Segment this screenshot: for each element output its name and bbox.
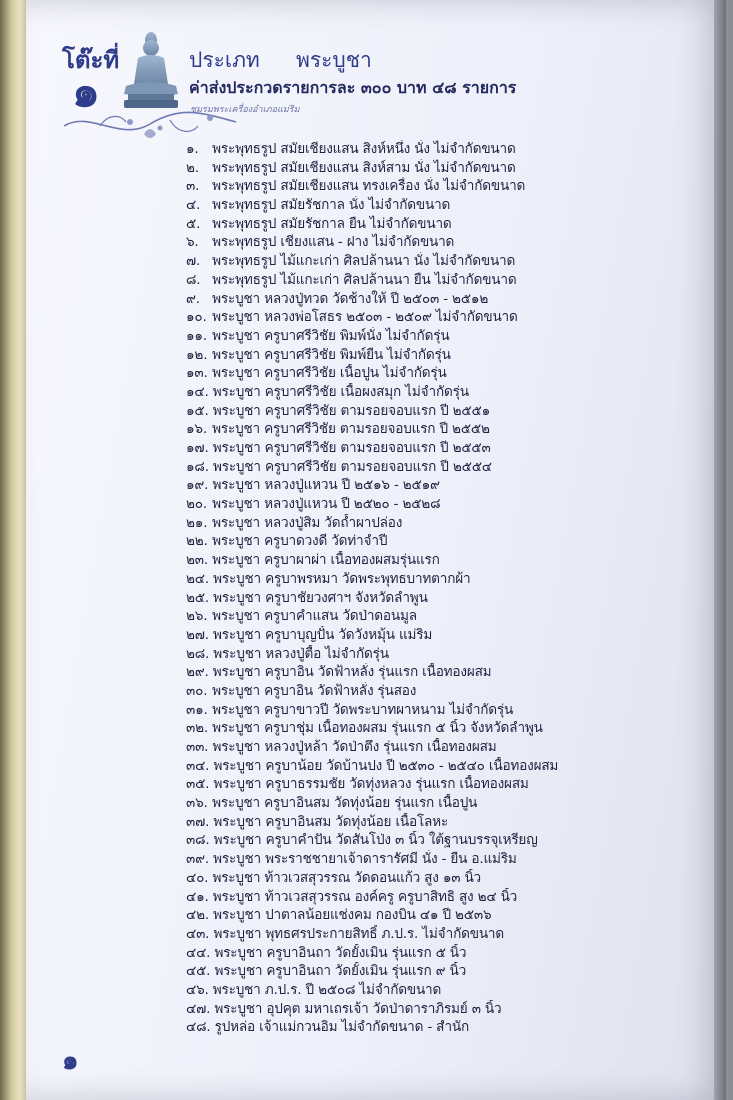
list-item-text: พระบูชา ครูบาอินถา วัดยั้งเมิน รุ่นแรก ๙ นิ้ว (214, 963, 467, 980)
list-item (186, 327, 666, 346)
list-item (186, 308, 666, 327)
list-item-number: ๔๒. (186, 907, 209, 924)
list-item-text: พระบูชา หลวงปู่สิม วัดถ้ำผาปล่อง (212, 514, 403, 531)
list-item (186, 383, 666, 402)
list-item-text: พระบูชา ครูบาคำแสน วัดป่าดอนมูล (212, 608, 417, 625)
list-item (186, 177, 666, 196)
list-item (186, 738, 666, 757)
list-item-text: พระบูชา ครูบาอินถา วัดยั้งเมิน รุ่นแรก ๕ นิ้ว (214, 944, 467, 961)
list-item (186, 757, 666, 776)
list-item (186, 458, 666, 477)
list-item-text: พระบูชา พุทธศรประกายสิทธิ์ ภ.ป.ร. ไม่จำกัดขนาด (213, 925, 504, 942)
list-item-number: ๕. (186, 215, 201, 232)
list-item (186, 1018, 666, 1037)
document-page (26, 0, 726, 1100)
list-item-text: พระบูชา ครูบาศรีวิชัย ตามรอยจอบแรก ปี ๒๕๕๔ (212, 458, 492, 475)
list-item-number: ๔๓. (186, 925, 210, 942)
list-item-number: ๘. (186, 271, 201, 288)
list-item-text: พระบูชา ครูบาศรีวิชัย เนื้อผงสมุก ไม่จำกัดรุ่น (212, 383, 469, 400)
list-item-text: รูปหล่อ เจ้าแม่กวนอิม ไม่จำกัดขนาด - สำนัก (214, 1019, 470, 1036)
list-item (186, 981, 666, 1000)
list-item-number: ๒๗. (186, 626, 209, 643)
list-item (186, 626, 666, 645)
entry-list (186, 140, 666, 1037)
list-item-text: พระบูชา ครูบาอิน วัดฟ้าหลั่ง รุ่นสอง (212, 682, 417, 699)
list-item (186, 140, 666, 159)
list-item-number: ๑๘. (186, 458, 209, 475)
list-item (186, 551, 666, 570)
list-item (186, 719, 666, 738)
page-edge (714, 0, 726, 1100)
list-item (186, 850, 666, 869)
list-item (186, 290, 666, 309)
list-item (186, 645, 666, 664)
list-item-number: ๒๑. (186, 514, 208, 531)
list-item-number: ๓๔. (186, 757, 210, 774)
list-item-number: ๒๔. (186, 570, 209, 587)
list-item-text: พระบูชา หลวงปู่หล้า วัดป่าตึง รุ่นแรก เนื้อทองผสม (212, 739, 497, 755)
list-item-text: พระบูชา ครูบาน้อย วัดบ้านปง ปี ๒๕๓๐ - ๒๕๔๐ เนื้อทองผสม (213, 757, 559, 774)
list-item (186, 439, 666, 458)
list-item (186, 364, 666, 383)
list-item-number: ๓๐. (186, 682, 208, 699)
list-item-text: พระบูชา ครูบาดวงดี วัดท่าจำปี (212, 533, 388, 550)
list-item-text: พระบูชา หลวงปู่ทวด วัดช้างให้ ปี ๒๕๐๓ - ๒๕๑๒ (212, 290, 489, 307)
list-item-text: พระบูชา ท้าวเวสสุวรรณ องค์ครู ครูบาสิทธิ สูง ๒๔ นิ้ว (212, 888, 518, 905)
list-item (186, 271, 666, 290)
list-item (186, 925, 666, 944)
list-item-text: พระบูชา ครูบาคำปัน วัดสันโป่ง ๓ นิ้ว ใต้ฐานบรรจุเหรียญ (213, 832, 538, 849)
list-item-number: ๑๕. (186, 402, 209, 419)
list-item-number: ๒๘. (186, 645, 210, 662)
list-item-number: ๑๓. (186, 365, 208, 382)
list-item-number: ๑๑. (186, 327, 207, 344)
list-item-text: พระบูชา ครูบาศรีวิชัย ตามรอยจอบแรก ปี ๒๕๕๑ (212, 402, 491, 419)
list-item-number: ๑๗. (186, 440, 209, 456)
list-item-number: ๖. (186, 234, 199, 251)
buddha-icon (118, 28, 184, 110)
list-item-text: พระพุทธรูป ไม้แกะเก่า ศิลปล้านนา ยืน ไม่จำกัดขนาด (212, 271, 517, 288)
list-item-number: ๓๕. (186, 776, 210, 793)
list-item-text: พระบูชา หลวงปู่ตื้อ ไม่จำกัดรุ่น (213, 645, 389, 662)
list-item-text: พระบูชา อุปคุต มหาเถรเจ้า วัดป่าดาราภิรมย์ ๓ นิ้ว (214, 1000, 502, 1017)
list-item-number: ๔๐. (186, 869, 209, 886)
list-item (186, 962, 666, 981)
list-item (186, 495, 666, 514)
list-item-text: พระบูชา ครูบาธรรมชัย วัดทุ่งหลวง รุ่นแรก เนื้อทองผสม (213, 776, 529, 793)
list-item-text: พระบูชา ครูบาผาผ่า เนื้อทองผสมรุ่นแรก (212, 552, 440, 569)
list-item-number: ๒๓. (186, 552, 208, 569)
list-item-number: ๔๕. (186, 963, 211, 980)
list-item-text: พระพุทธรูป ไม้แกะเก่า ศิลปล้านนา นั่ง ไม่จำกัดขนาด (212, 253, 516, 270)
list-item-text: พระบูชา ครูบาศรีวิชัย ตามรอยจอบแรก ปี ๒๕๕๓ (212, 440, 491, 456)
list-item (186, 888, 666, 907)
list-item-text: พระบูชา ครูบาศรีวิชัย ตามรอยจอบแรก ปี ๒๕๕๒ (212, 421, 490, 438)
list-item-number: ๔๔. (186, 944, 211, 961)
list-item (186, 813, 666, 832)
list-item (186, 775, 666, 794)
table-number: ๑ (72, 66, 100, 117)
list-item-text: พระบูชา ท้าวเวสสุวรรณ วัดดอนแก้ว สูง ๑๓ นิ้ว (212, 869, 481, 886)
list-item-number: ๓๑. (186, 701, 208, 718)
list-item (186, 906, 666, 925)
list-item (186, 682, 666, 701)
list-item (186, 701, 666, 720)
list-item-number: ๒๕. (186, 589, 209, 606)
list-item-number: ๗. (186, 253, 201, 270)
list-item-number: ๔๗. (186, 1000, 211, 1017)
book-spine (0, 0, 28, 1100)
list-item-number: ๔. (186, 197, 201, 214)
list-item-number: ๒๐. (186, 496, 207, 513)
list-item-text: พระบูชา ปาตาลน้อยแช่งคม กองบิน ๔๑ ปี ๒๕๓๖ (213, 907, 492, 924)
list-item (186, 589, 666, 608)
list-item-text: พระบูชา ครูบาอินสม วัดทุ่งน้อย รุ่นแรก เนื้อปูน (212, 795, 478, 812)
list-item (186, 196, 666, 215)
list-item (186, 794, 666, 813)
list-item-text: พระบูชา ครูบาศรีวิชัย เนื้อปูน ไม่จำกัดรุ่น (212, 365, 447, 382)
list-item-text: พระพุทธรูป สมัยเชียงแสน สิงห์หนึ่ง นั่ง ไม่จำกัดขนาด (212, 141, 516, 157)
list-item (186, 1000, 666, 1019)
list-item-number: ๑๒. (186, 346, 208, 363)
list-item-number: ๔๑. (186, 888, 209, 905)
list-item-text: พระบูชา ครูบาบุญปั๋น วัดวังหมุ้น แม่ริม (213, 626, 433, 643)
list-item-number: ๙. (186, 290, 200, 307)
table-label: โต๊ะที่ (62, 46, 120, 74)
list-item (186, 663, 666, 682)
list-item-text: พระบูชา หลวงพ่อโสธร ๒๕๐๓ - ๒๕๐๙ ไม่จำกัดขนาด (212, 309, 518, 326)
list-item-number: ๑๐. (186, 309, 207, 326)
list-item (186, 944, 666, 963)
list-item-text: พระบูชา ครูบาขาวปี วัดพระบาทผาหนาม ไม่จำกัดรุ่น (212, 701, 514, 718)
list-item (186, 476, 666, 495)
list-item (186, 420, 666, 439)
list-item-number: ๒. (186, 159, 199, 176)
list-item-number: ๒๖. (186, 608, 208, 625)
category-value: พระบูชา (296, 48, 372, 72)
list-item (186, 215, 666, 234)
list-item-text: พระบูชา หลวงปู่แหวน ปี ๒๕๑๖ - ๒๕๑๙ (212, 477, 440, 494)
list-item-number: ๔๘. (186, 1019, 211, 1036)
list-item-text: พระบูชา ครูบาชุ่ม เนื้อทองผสม รุ่นแรก ๕ นิ้ว จังหวัดลำพูน (212, 720, 543, 737)
list-item-text: พระบูชา ครูบาพรหมา วัดพระพุทธบาทตากผ้า (213, 570, 471, 587)
list-item-number: ๓. (186, 178, 200, 195)
list-item-text: พระบูชา ภ.ป.ร. ปี ๒๕๐๘ ไม่จำกัดขนาด (212, 981, 442, 998)
list-item-text: พระบูชา ครูบาอินสม วัดทุ่งน้อย เนื้อโลหะ (213, 813, 449, 830)
list-item-number: ๑๙. (186, 477, 209, 494)
list-item (186, 570, 666, 589)
list-item-text: พระบูชา ครูบาชัยวงศาฯ จังหวัดลำพูน (213, 589, 428, 606)
category-label: ประเภท (189, 48, 260, 72)
list-item-number: ๑. (186, 141, 199, 157)
list-item (186, 402, 666, 421)
list-item (186, 514, 666, 533)
list-item (186, 869, 666, 888)
list-item-number: ๓๗. (186, 813, 210, 830)
list-item-text: พระบูชา ครูบาศรีวิชัย พิมพ์นั่ง ไม่จำกัดรุ่น (212, 327, 450, 344)
list-item-text: พระบูชา ครูบาศรีวิชัย พิมพ์ยืน ไม่จำกัดรุ่น (212, 346, 451, 363)
list-item (186, 346, 666, 365)
club-name: ชมรมพระเครื่องอำเภอแม่ริม (190, 105, 300, 115)
list-item (186, 159, 666, 178)
fee-line: ค่าส่งประกวดรายการละ ๓๐๐ บาท ๔๘ รายการ (189, 78, 517, 97)
list-item-number: ๓๓. (186, 739, 209, 755)
list-item-text: พระบูชา ครูบาอิน วัดฟ้าหลั่ง รุ่นแรก เนื้อทองผสม (212, 664, 492, 681)
list-item (186, 532, 666, 551)
list-item-number: ๒๙. (186, 664, 209, 681)
list-item-number: ๑๖. (186, 421, 207, 438)
list-item-text: พระบูชา หลวงปู่แหวน ปี ๒๕๒๐ - ๒๕๒๘ (212, 496, 441, 513)
list-item-text: พระบูชา พระราชชายาเจ้าดารารัศมี นั่ง - ยืน อ.แม่ริม (213, 851, 517, 868)
list-item-number: ๑๔. (186, 383, 209, 400)
list-item-text: พระพุทธรูป สมัยเชียงแสน สิงห์สาม นั่ง ไม่จำกัดขนาด (212, 159, 516, 176)
list-item-text: พระพุทธรูป สมัยเชียงแสน ทรงเครื่อง นั่ง ไม่จำกัดขนาด (212, 178, 526, 195)
list-item (186, 252, 666, 271)
list-item (186, 831, 666, 850)
list-item-number: ๔๖. (186, 981, 209, 998)
list-item-text: พระพุทธรูป สมัยรัชกาล ยืน ไม่จำกัดขนาด (212, 215, 452, 232)
list-item-number: ๓๖. (186, 795, 208, 812)
page-number: ๑ (62, 1046, 79, 1076)
list-item-text: พระพุทธรูป สมัยรัชกาล นั่ง ไม่จำกัดขนาด (212, 197, 451, 214)
list-item-number: ๓๘. (186, 832, 210, 849)
list-item-number: ๓๒. (186, 720, 208, 737)
list-item-number: ๓๙. (186, 851, 209, 868)
list-item (186, 233, 666, 252)
list-item-number: ๒๒. (186, 533, 208, 550)
list-item (186, 607, 666, 626)
list-item-text: พระพุทธรูป เชียงแสน - ฝาง ไม่จำกัดขนาด (212, 234, 455, 251)
